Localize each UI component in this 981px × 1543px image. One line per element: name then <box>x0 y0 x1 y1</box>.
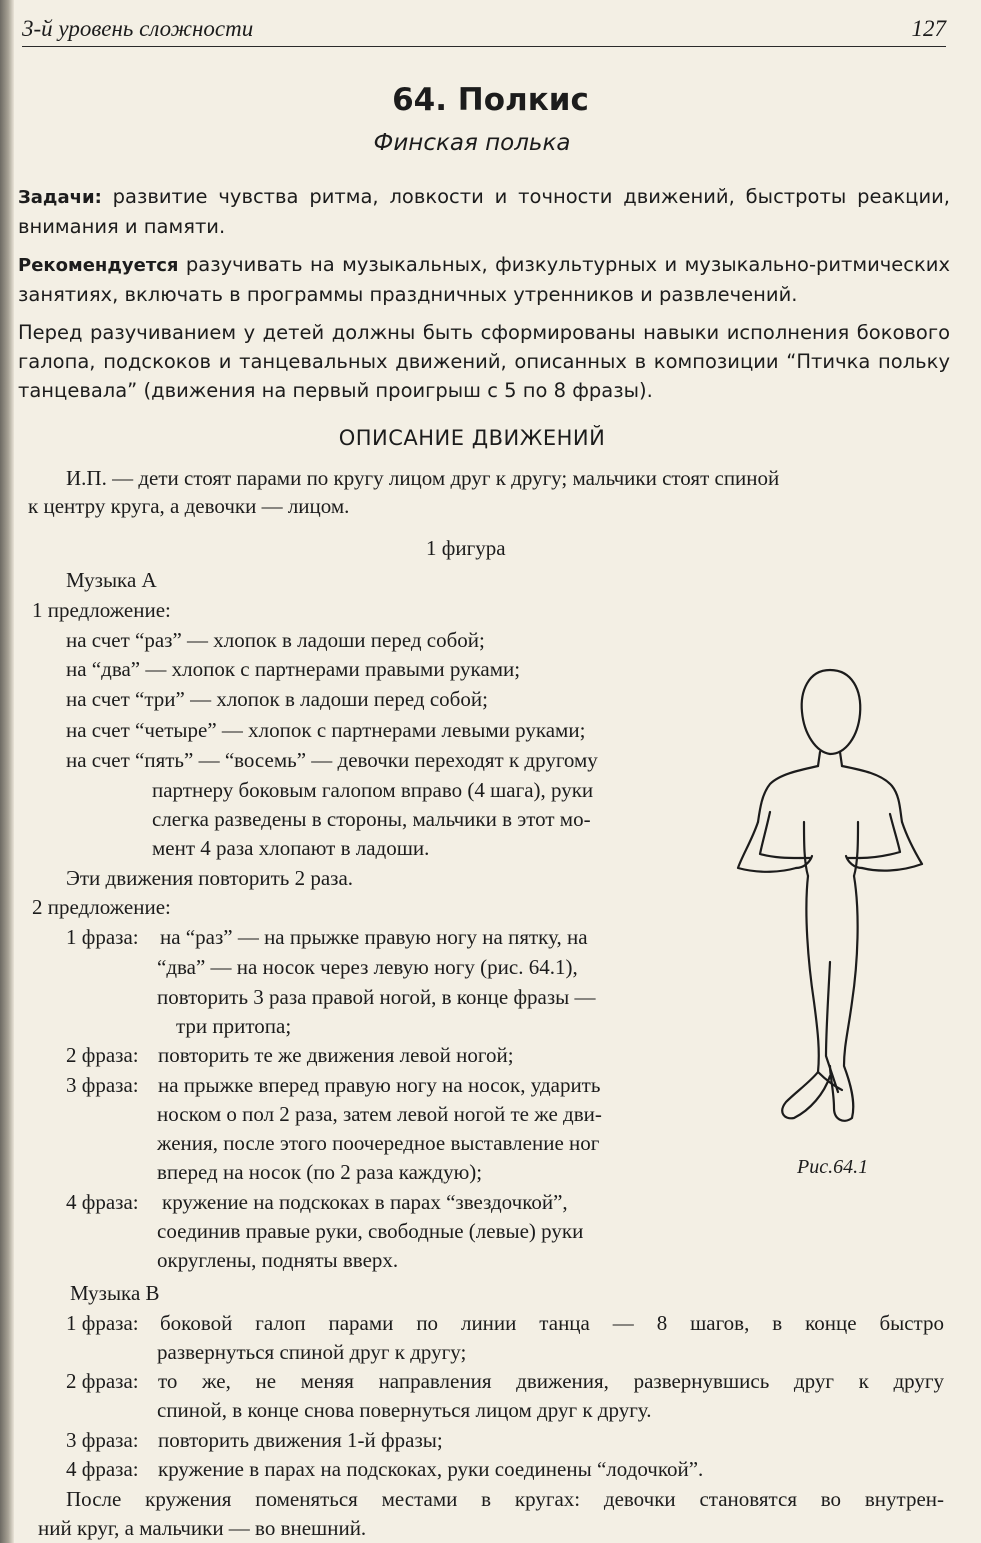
page-subtitle: Финская полька <box>373 130 571 156</box>
sentence-1-line: на счет “пять” — “восемь” — девочки переходят к другому <box>66 748 598 772</box>
sentence-2-label: 2 предложение: <box>32 895 171 919</box>
phrase-line: вперед на носок (по 2 раза каждую); <box>157 1160 483 1184</box>
phrase-label: 3 фраза: <box>66 1428 139 1452</box>
page-title: 64. Полкис <box>392 82 589 118</box>
phrase-line: кружение в парах на подскоках, руки соединены “лодочкой”. <box>158 1457 704 1481</box>
intro-line-1: И.П. — дети стоят парами по кругу лицом друг к другу; мальчики стоят спиной <box>66 466 780 490</box>
phrase-line: жения, после этого поочередное выставление ног <box>157 1131 600 1155</box>
phrase-line: кружение на подскоках в парах “звездочкой”, <box>162 1190 568 1214</box>
phrase-line: повторить 3 раза правой ногой, в конце фразы — <box>157 985 596 1009</box>
phrase-line: “два” — на носок через левую ногу (рис. 64.1), <box>157 955 578 979</box>
page-number: 127 <box>911 16 946 41</box>
recommended-label: Рекомендуется <box>18 255 179 276</box>
phrase-line: боковой галоп парами по линии танца — 8 шагов, в конце быстро <box>160 1311 944 1335</box>
figure-caption: Рис.64.1 <box>797 1156 869 1178</box>
closing-line-1: После кружения поменяться местами в кругах: девочки становятся во внутрен- <box>66 1487 944 1511</box>
phrase-line: соединив правые руки, свободные (левые) руки <box>157 1219 584 1243</box>
phrase-label: 3 фраза: <box>66 1073 139 1097</box>
section-label: 3-й уровень сложности <box>22 16 254 41</box>
sentence-1-line: на “два” — хлопок с партнерами правыми руками; <box>66 657 521 681</box>
phrase-line: на “раз” — на прыжке правую ногу на пятку, на <box>160 925 588 949</box>
sentence-1-line: мент 4 раза хлопают в ладоши. <box>152 836 430 860</box>
sentence-1-line: слегка разведены в стороны, мальчики в этот мо- <box>152 807 591 831</box>
sentence-1-line: на счет “три” — хлопок в ладоши перед собой; <box>66 687 488 711</box>
sentence-1-line: партнеру боковым галопом вправо (4 шага), руки <box>152 778 594 802</box>
intro-line-2: к центру круга, а девочки — лицом. <box>28 494 350 518</box>
phrase-line: на прыжке вперед правую ногу на носок, ударить <box>158 1073 601 1097</box>
music-b-heading: Музыка В <box>70 1281 160 1305</box>
phrase-line: повторить движения 1-й фразы; <box>158 1428 443 1452</box>
phrase-line: повторить те же движения левой ногой; <box>158 1043 514 1067</box>
closing-line-2: ний круг, а мальчики — во внешний. <box>38 1516 367 1540</box>
phrase-label: 1 фраза: <box>66 1311 139 1335</box>
prerequisite-paragraph: Перед разучиванием у детей должны быть сформированы навыки исполнения бокового галопа, подскоков и танцевальных движений, описанных в композиции “Птичка польку танцевала” (движения на первый проигрыш с 5 по 8 фразы). <box>18 321 950 402</box>
phrase-label: 4 фраза: <box>66 1190 139 1214</box>
sentence-1-line: на счет “раз” — хлопок в ладоши перед собой; <box>66 628 485 652</box>
book-binding-shadow <box>0 0 14 1543</box>
recommended-paragraph <box>18 250 950 309</box>
phrase-label: 1 фраза: <box>66 925 139 949</box>
recommended-text: разучивать на музыкальных, физкультурных и музыкально-ритмических занятиях, включать в программы праздничных утренников и развлечений. <box>18 253 951 306</box>
tasks-paragraph <box>18 182 950 241</box>
sentence-1-line: на счет “четыре” — хлопок с партнерами левыми руками; <box>66 718 586 742</box>
phrase-line: носком о пол 2 раза, затем левой ногой те же дви- <box>157 1102 602 1126</box>
tasks-text: развитие чувства ритма, ловкости и точности движений, быстроты реакции, внимания и памяти. <box>18 185 950 238</box>
sentence-1-label: 1 предложение: <box>32 598 171 622</box>
section-heading: ОПИСАНИЕ ДВИЖЕНИЙ <box>338 426 606 450</box>
sentence-1-repeat: Эти движения повторить 2 раза. <box>66 866 354 890</box>
phrase-line: развернуться спиной друг к другу; <box>157 1340 467 1364</box>
running-header <box>22 14 946 47</box>
dancer-figure-illustration <box>730 662 930 1152</box>
music-a-heading: Музыка А <box>66 568 157 592</box>
phrase-label: 2 фраза: <box>66 1043 139 1067</box>
tasks-label: Задачи: <box>18 187 102 208</box>
phrase-line: спиной, в конце снова повернуться лицом друг к другу. <box>157 1398 652 1422</box>
phrase-line: три притопа; <box>176 1014 292 1038</box>
figure-heading: 1 фигура <box>426 536 506 560</box>
phrase-label: 2 фраза: <box>66 1369 139 1393</box>
phrase-line: округлены, подняты вверх. <box>157 1248 399 1272</box>
phrase-label: 4 фраза: <box>66 1457 139 1481</box>
phrase-line: то же, не меняя направления движения, развернувшись друг к другу <box>158 1369 944 1393</box>
